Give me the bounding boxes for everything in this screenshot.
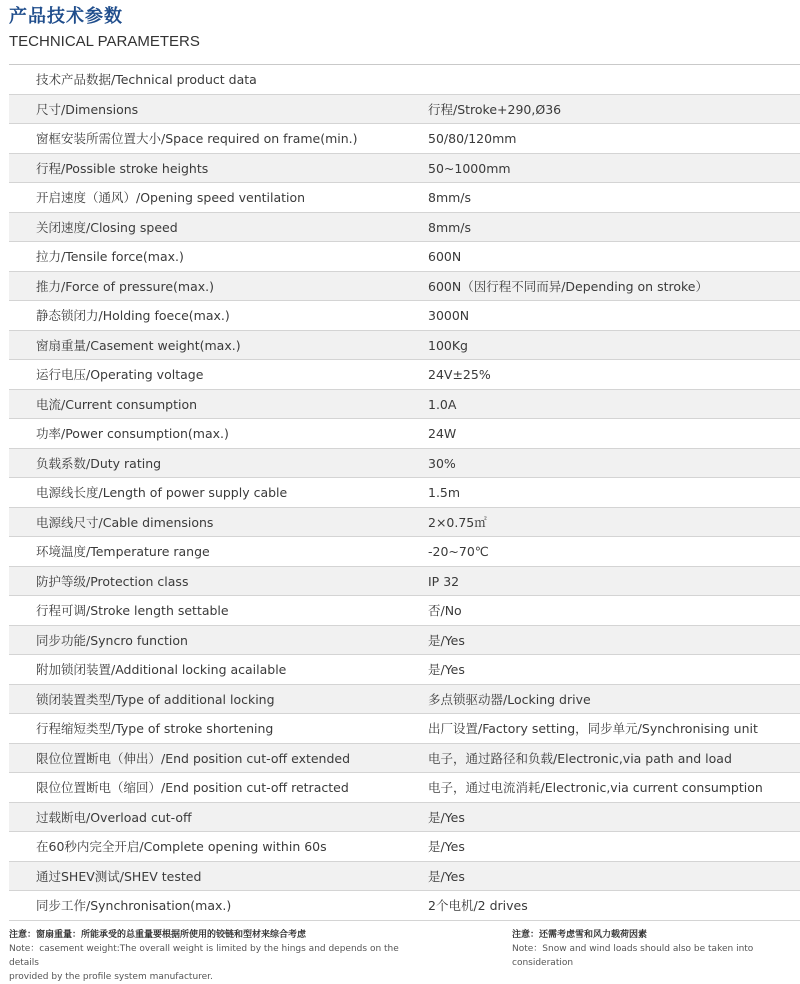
table-row bbox=[9, 655, 800, 685]
parameter-value: 否/No bbox=[428, 603, 462, 618]
parameter-value: 行程/Stroke+290,Ø36 bbox=[428, 101, 562, 117]
note-casement-weight-en-line1: Note：casement weight:The overall weight is limited by the hings and depends on the details bbox=[9, 944, 399, 968]
parameter-value: 8mm/s bbox=[428, 219, 472, 235]
table-row bbox=[9, 65, 800, 95]
page-header bbox=[9, 6, 200, 52]
parameter-value: 100Kg bbox=[428, 337, 468, 353]
table-row bbox=[9, 478, 800, 508]
parameter-label: 窗扇重量/Casement weight(max.) bbox=[36, 337, 241, 353]
parameter-label: 窗框安装所需位置大小/Space required on frame(min.) bbox=[36, 131, 358, 146]
parameter-label: 静态锁闭力/Holding foece(max.) bbox=[36, 308, 230, 323]
table-row bbox=[9, 301, 800, 331]
parameter-label: 尺寸/Dimensions bbox=[36, 101, 139, 117]
parameter-label: 负载系数/Duty rating bbox=[36, 455, 162, 471]
parameter-value: 1.5m bbox=[428, 485, 461, 500]
table-row bbox=[9, 419, 800, 449]
parameter-label: 开启速度（通风）/Opening speed ventilation bbox=[36, 190, 306, 205]
parameter-value: 是/Yes bbox=[428, 868, 465, 884]
table-row bbox=[9, 154, 800, 184]
table-row bbox=[9, 596, 800, 626]
parameter-label: 防护等级/Protection class bbox=[36, 573, 189, 589]
parameter-label: 限位位置断电（伸出）/End position cut-off extended bbox=[36, 750, 351, 766]
parameter-label: 在60秒内完全开启/Complete opening within 60s bbox=[36, 839, 327, 854]
table-row bbox=[9, 744, 800, 774]
table-row bbox=[9, 331, 800, 361]
parameter-value: 8mm/s bbox=[428, 190, 472, 205]
parameter-value: 电子，通过路径和负载/Electronic,via path and load bbox=[428, 750, 732, 766]
table-row bbox=[9, 360, 800, 390]
table-row bbox=[9, 508, 800, 538]
table-row bbox=[9, 773, 800, 803]
table-row bbox=[9, 272, 800, 302]
parameter-value: 是/Yes bbox=[428, 632, 465, 648]
parameter-label: 过载断电/Overload cut-off bbox=[36, 809, 192, 825]
parameter-value: 是/Yes bbox=[428, 839, 465, 854]
note-casement-weight-cn: 注意：窗扇重量：所能承受的总重量要根据所使用的铰链和型材来综合考虑 bbox=[9, 930, 307, 940]
page-title-cn: 产品技术参数 bbox=[9, 6, 123, 27]
parameter-value: 30% bbox=[428, 455, 456, 471]
parameter-label: 行程/Possible stroke heights bbox=[36, 160, 209, 176]
parameter-value: 1.0A bbox=[428, 396, 457, 412]
parameter-value: 电子，通过电流消耗/Electronic,via current consumption bbox=[428, 780, 763, 795]
note-snow-wind bbox=[512, 928, 800, 970]
parameter-value: 50~1000mm bbox=[428, 160, 511, 176]
parameter-value: -20~70℃ bbox=[428, 544, 489, 559]
parameter-label: 电源线长度/Length of power supply cable bbox=[36, 485, 288, 500]
parameter-label: 行程缩短类型/Type of stroke shortening bbox=[36, 721, 274, 736]
parameter-value: 24V±25% bbox=[428, 367, 491, 382]
parameter-label: 拉力/Tensile force(max.) bbox=[36, 249, 184, 264]
table-row bbox=[9, 213, 800, 243]
table-row bbox=[9, 626, 800, 656]
table-row bbox=[9, 862, 800, 892]
parameter-label: 同步功能/Syncro function bbox=[36, 632, 188, 648]
parameter-label: 同步工作/Synchronisation(max.) bbox=[36, 898, 232, 913]
parameter-value bbox=[402, 65, 800, 94]
table-row bbox=[9, 832, 800, 862]
note-casement-weight bbox=[9, 928, 429, 984]
page-title-en: TECHNICAL PARAMETERS bbox=[9, 33, 200, 50]
parameter-label: 限位位置断电（缩回）/End position cut-off retracted bbox=[36, 780, 349, 795]
parameter-value: 24W bbox=[428, 426, 457, 441]
parameter-value: 出厂设置/Factory setting，同步单元/Synchronising unit bbox=[428, 721, 758, 736]
table-row bbox=[9, 537, 800, 567]
parameter-label: 环境温度/Temperature range bbox=[36, 544, 210, 559]
parameter-value: IP 32 bbox=[428, 573, 460, 589]
parameter-label: 关闭速度/Closing speed bbox=[36, 219, 178, 235]
parameter-value: 2个电机/2 drives bbox=[428, 898, 528, 913]
parameter-value: 是/Yes bbox=[428, 662, 465, 677]
parameter-value: 600N bbox=[428, 249, 462, 264]
table-row bbox=[9, 183, 800, 213]
note-snow-wind-en: Note：Snow and wind loads should also be taken into consideration bbox=[512, 944, 754, 968]
note-casement-weight-en-line2: provided by the profile system manufacturer. bbox=[9, 972, 213, 982]
table-row bbox=[9, 242, 800, 272]
table-row bbox=[9, 124, 800, 154]
parameter-label: 锁闭装置类型/Type of additional locking bbox=[36, 691, 275, 707]
parameter-label: 通过SHEV测试/SHEV tested bbox=[36, 868, 202, 884]
table-row bbox=[9, 567, 800, 597]
table-row bbox=[9, 390, 800, 420]
parameter-value: 3000N bbox=[428, 308, 470, 323]
parameter-label: 功率/Power consumption(max.) bbox=[36, 426, 229, 441]
technical-parameters-table bbox=[9, 64, 800, 921]
parameter-value: 2×0.75㎡ bbox=[428, 514, 487, 530]
parameter-label: 推力/Force of pressure(max.) bbox=[36, 278, 214, 294]
parameter-label: 电源线尺寸/Cable dimensions bbox=[36, 514, 214, 530]
table-row bbox=[9, 803, 800, 833]
table-row bbox=[9, 685, 800, 715]
parameter-value: 50/80/120mm bbox=[428, 131, 517, 146]
table-row bbox=[9, 714, 800, 744]
table-row bbox=[9, 449, 800, 479]
parameter-value: 是/Yes bbox=[428, 809, 465, 825]
table-row bbox=[9, 891, 800, 921]
parameter-label: 运行电压/Operating voltage bbox=[36, 367, 204, 382]
parameter-value: 600N（因行程不同而异/Depending on stroke） bbox=[428, 278, 708, 294]
parameter-label: 附加锁闭装置/Additional locking acailable bbox=[36, 662, 287, 677]
parameter-label: 技术产品数据/Technical product data bbox=[36, 72, 257, 87]
table-row bbox=[9, 95, 800, 125]
parameter-label: 电流/Current consumption bbox=[36, 396, 198, 412]
parameter-value: 多点锁驱动器/Locking drive bbox=[428, 691, 591, 707]
parameter-label: 行程可调/Stroke length settable bbox=[36, 603, 229, 618]
note-snow-wind-cn: 注意：还需考虑雪和风力载荷因素 bbox=[512, 930, 648, 940]
